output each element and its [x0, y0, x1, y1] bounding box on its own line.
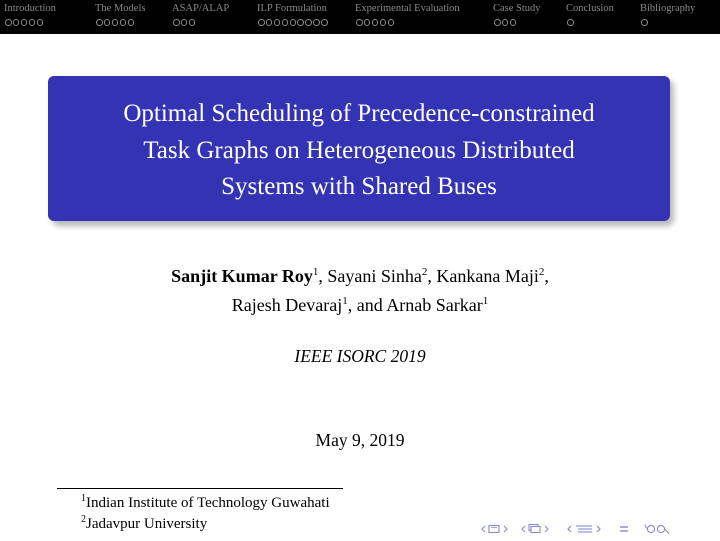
nav-frame-dots[interactable] — [258, 19, 328, 26]
frame-dot-icon[interactable] — [128, 19, 135, 26]
affiliation-name: Jadavpur University — [86, 516, 208, 532]
frame-dot-icon[interactable] — [120, 19, 127, 26]
affiliation-mark: 1 — [312, 266, 319, 278]
frame-dot-icon[interactable] — [173, 19, 180, 26]
nav-frame-dots[interactable] — [641, 19, 648, 26]
nav-frame-dots[interactable] — [173, 19, 195, 26]
nav-frame-dots[interactable] — [356, 19, 394, 26]
frame-dot-icon[interactable] — [181, 19, 188, 26]
nav-frame-dots[interactable] — [5, 19, 43, 26]
frame-navigation[interactable] — [480, 523, 514, 535]
title-line: Systems with Shared Buses — [221, 173, 497, 200]
frame-dot-icon[interactable] — [290, 19, 297, 26]
frame-dot-icon[interactable] — [274, 19, 281, 26]
search-icon[interactable] — [644, 523, 670, 535]
author-line — [0, 291, 720, 320]
frame-dot-icon[interactable] — [104, 19, 111, 26]
subsection-next-icon — [545, 526, 548, 532]
frame-dot-icon[interactable] — [29, 19, 36, 26]
frame-dot-icon[interactable] — [380, 19, 387, 26]
footnote-mark: 1 — [81, 493, 86, 504]
frame-icon — [489, 526, 499, 533]
author-separator: , — [544, 266, 549, 286]
author-separator: , and — [347, 295, 387, 315]
frame-dot-icon[interactable] — [641, 19, 648, 26]
affiliation-mark: 1 — [482, 295, 489, 307]
frame-dot-icon[interactable] — [266, 19, 273, 26]
title-block — [48, 76, 670, 221]
nav-section-label: Case Study — [493, 3, 541, 14]
frame-dot-icon[interactable] — [356, 19, 363, 26]
venue: IEEE ISORC 2019 — [294, 346, 426, 366]
nav-section-label: ASAP/ALAP — [172, 3, 230, 14]
nav-frame-dots[interactable] — [494, 19, 516, 26]
title-line: Task Graphs on Heterogeneous Distributed — [143, 136, 575, 164]
title-line: Optimal Scheduling of Precedence-constrained — [123, 100, 595, 127]
frame-dot-icon[interactable] — [313, 19, 320, 26]
affiliation-mark: 1 — [342, 295, 348, 307]
frame-dot-icon[interactable] — [510, 19, 517, 26]
frame-dot-icon[interactable] — [364, 19, 371, 26]
beamer-navigation-symbols — [480, 522, 670, 536]
footnote-rule — [57, 488, 343, 489]
affiliation-mark: 2 — [421, 266, 428, 278]
subsection-icon — [529, 525, 540, 533]
nav-section-label: The Models — [95, 3, 146, 14]
nav-section-label: Experimental Evaluation — [355, 3, 460, 14]
footnote-mark: 2 — [81, 514, 86, 525]
section-prev-icon — [568, 526, 571, 532]
frame-dot-icon[interactable] — [388, 19, 395, 26]
author-name: Sanjit Kumar Roy — [171, 266, 313, 286]
author-name: Arnab Sarkar — [386, 295, 483, 315]
frame-dot-icon[interactable] — [297, 19, 304, 26]
section-next-icon — [597, 526, 600, 532]
presentation-title — [48, 96, 670, 206]
presentation-date: May 9, 2019 — [315, 430, 405, 450]
subsection-navigation[interactable] — [520, 523, 560, 535]
frame-dot-icon[interactable] — [502, 19, 509, 26]
affiliation-footnote — [81, 516, 207, 533]
author-separator: , — [427, 266, 437, 286]
align-icon[interactable] — [618, 523, 630, 535]
author-name: Kankana Maji — [436, 266, 539, 286]
subsection-prev-icon — [522, 526, 525, 532]
frame-dot-icon[interactable] — [567, 19, 574, 26]
frame-dot-icon[interactable] — [5, 19, 12, 26]
nav-frame-dots[interactable] — [567, 19, 574, 26]
frame-dot-icon[interactable] — [305, 19, 312, 26]
affiliation-footnote — [81, 495, 330, 512]
nav-section-label: Introduction — [4, 3, 56, 14]
author-name: Sayani Sinha — [327, 266, 422, 286]
frame-dot-icon[interactable] — [37, 19, 44, 26]
nav-section-label: Bibliography — [640, 3, 696, 14]
nav-frame-dots[interactable] — [96, 19, 134, 26]
frame-prev-icon — [482, 526, 485, 532]
author-line — [0, 262, 720, 291]
frame-dot-icon[interactable] — [282, 19, 289, 26]
frame-dot-icon[interactable] — [96, 19, 103, 26]
frame-dot-icon[interactable] — [189, 19, 196, 26]
author-separator: , — [318, 266, 328, 286]
frame-dot-icon[interactable] — [494, 19, 501, 26]
frame-dot-icon[interactable] — [321, 19, 328, 26]
section-navigation[interactable] — [566, 523, 610, 535]
affiliation-mark: 2 — [538, 266, 545, 278]
frame-dot-icon[interactable] — [258, 19, 265, 26]
frame-dot-icon[interactable] — [13, 19, 20, 26]
frame-dot-icon[interactable] — [372, 19, 379, 26]
frame-dot-icon[interactable] — [21, 19, 28, 26]
frame-next-icon — [504, 526, 507, 532]
section-navigation-bar — [0, 0, 720, 34]
nav-section-label: ILP Formulation — [257, 3, 327, 14]
frame-dot-icon[interactable] — [112, 19, 119, 26]
affiliation-name: Indian Institute of Technology Guwahati — [86, 495, 330, 511]
section-icon — [576, 526, 592, 532]
author-list — [0, 262, 720, 320]
author-name: Rajesh Devaraj — [231, 295, 343, 315]
nav-section-label: Conclusion — [566, 3, 614, 14]
